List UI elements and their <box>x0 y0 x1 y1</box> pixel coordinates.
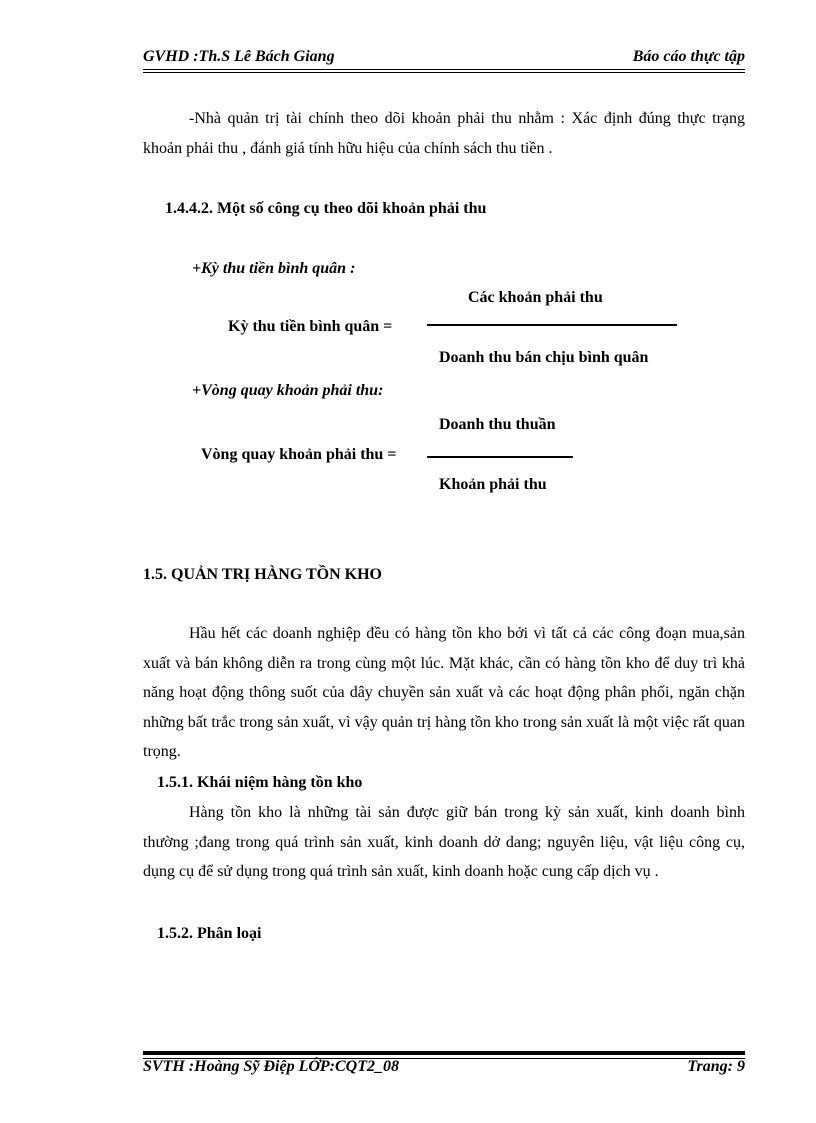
section-15-paragraph: Hầu hết các doanh nghiệp đều có hàng tồn kho bởi vì tất cả các công đoạn mua,sản xuất và bán không diễn ra trong cùng một lúc. Mặt khác, cần có hàng tồn kho để duy trì khả năng hoạt động thông suốt của dây chuyền sản xuất và các hoạt động phân phối, ngăn chặn những bất trắc trong sản xuất, vì vậy quản trị hàng tồn kho trong sản xuất là một việc rất quan trọng. <box>143 625 745 760</box>
page-header <box>143 46 745 68</box>
section-heading-1442: 1.4.4.2. Một số công cụ theo dõi khoản phải thu <box>165 200 487 217</box>
formula2-title: +Vòng quay khoản phải thu: <box>192 382 384 399</box>
formula1-fraction-bar <box>427 324 677 326</box>
intro-paragraph: -Nhà quản trị tài chính theo dõi khoản phải thu nhằm : Xác định đúng thực trạng khoản phải thu , đánh giá tính hữu hiệu của chính sách thu tiền . <box>143 110 745 157</box>
formula1-title: +Kỳ thu tiền bình quân : <box>192 260 356 277</box>
header-report-title: Báo cáo thực tập <box>632 48 745 65</box>
section-heading-151: 1.5.1. Khái niệm hàng tồn kho <box>157 774 363 791</box>
formula1-lhs: Kỳ thu tiền bình quân = <box>228 318 393 335</box>
formula2-lhs: Vòng quay khoản phải thu = <box>201 446 397 463</box>
section-heading-15: 1.5. QUẢN TRỊ HÀNG TỒN KHO <box>143 566 382 583</box>
footer-rule-thick <box>143 1051 745 1055</box>
footer-student: SVTH :Hoàng Sỹ Điệp LỚP:CQT2_08 <box>143 1058 399 1075</box>
formula1-denominator: Doanh thu bán chịu bình quân <box>439 349 649 366</box>
formula2-fraction-bar <box>427 456 573 458</box>
page-footer <box>143 1056 745 1078</box>
header-advisor: GVHD :Th.S Lê Bách Giang <box>143 48 335 65</box>
formula2-numerator: Doanh thu thuần <box>439 416 556 433</box>
header-rule-top <box>143 69 745 70</box>
formula2-denominator: Khoản phải thu <box>439 476 547 493</box>
footer-page-number: Trang: 9 <box>687 1058 745 1075</box>
section-151-paragraph: Hàng tồn kho là những tài sản được giữ bán trong kỳ sản xuất, kinh doanh bình thường ;đang trong quá trình sản xuất, kinh doanh dở dang; nguyên liệu, vật liệu công cụ, dụng cụ để sử dụng trong quá trình sản xuất, kinh doanh hoặc cung cấp dịch vụ . <box>143 804 745 880</box>
header-rule-bottom <box>143 72 745 73</box>
section-heading-152: 1.5.2. Phân loại <box>157 925 262 942</box>
formula1-numerator: Các khoản phải thu <box>468 289 603 306</box>
